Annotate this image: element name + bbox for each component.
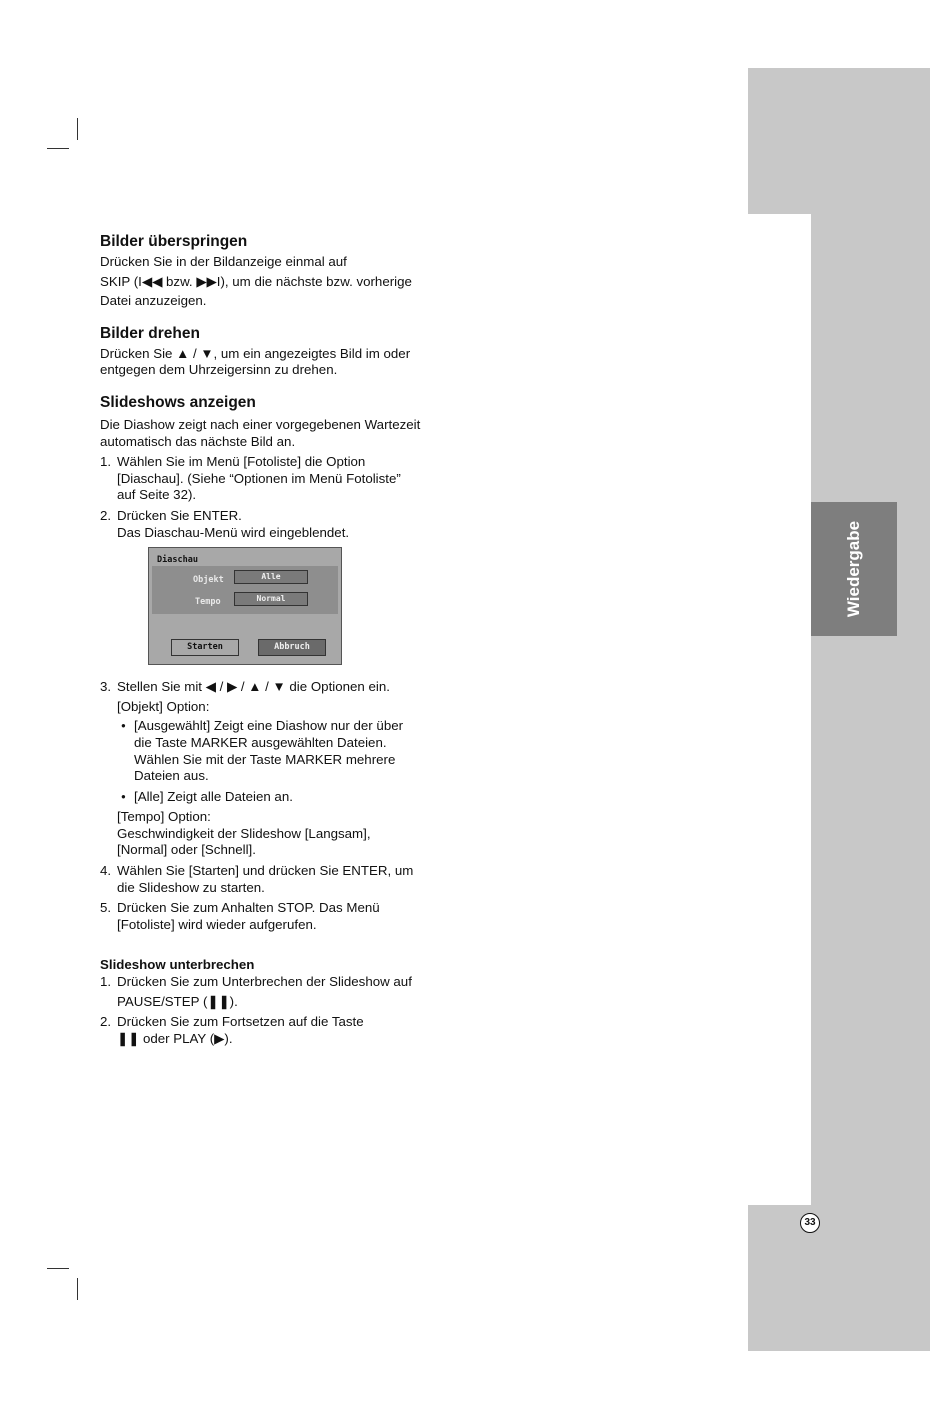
steps-list — [100, 974, 440, 1047]
section-heading: Slideshows anzeigen — [100, 393, 256, 411]
text-line: Datei anzuzeigen. — [100, 293, 207, 309]
step-item — [100, 1014, 440, 1047]
step-number: 3. — [100, 679, 112, 695]
text-line: die Taste MARKER ausgewählten Dateien. — [134, 734, 387, 750]
tempo-field[interactable]: Normal — [234, 592, 308, 606]
step-number: 5. — [100, 900, 112, 916]
sidebar-strip — [811, 214, 930, 1206]
text-line: Drücken Sie zum Unterbrechen der Slideshow auf — [117, 974, 412, 990]
section-pause-slideshow — [100, 957, 440, 1047]
text-line: automatisch das nächste Bild an. — [100, 433, 296, 449]
objekt-label: Objekt — [193, 575, 224, 586]
section-heading: Bilder drehen — [100, 324, 200, 342]
step-number: 4. — [100, 863, 112, 879]
option-heading: [Objekt] Option: — [117, 698, 210, 714]
step-item — [100, 863, 440, 896]
text-line: Die Diashow zeigt nach einer vorgegebenen Wartezeit — [100, 416, 421, 432]
text-line: PAUSE/STEP (❚❚). — [117, 993, 238, 1009]
text-line: Das Diaschau-Menü wird eingeblendet. — [117, 524, 350, 540]
step-item — [100, 974, 440, 1010]
slideshow-menu-screenshot — [148, 547, 342, 665]
bullet-item — [117, 718, 440, 784]
section-rotate-images — [100, 324, 440, 379]
text-line: auf Seite 32). — [117, 487, 197, 503]
text-line: [Fotoliste] wird wieder aufgerufen. — [117, 916, 317, 932]
section-heading: Bilder überspringen — [100, 233, 248, 250]
step-item — [100, 900, 440, 933]
text-line: Wählen Sie mit der Taste MARKER mehrere — [134, 751, 396, 767]
text-line: SKIP (I◀◀ bzw. ▶▶I), um die nächste bzw. vorherige — [100, 273, 412, 289]
crop-mark — [77, 1278, 78, 1300]
text-line: Drücken Sie ENTER. — [117, 507, 242, 523]
crop-mark — [47, 1268, 69, 1269]
objekt-field[interactable]: Alle — [234, 570, 308, 584]
section-tab — [811, 502, 897, 636]
text-line: ● [Ausgewählt] Zeigt eine Diashow nur der über — [134, 718, 404, 734]
text-line: ❚❚ oder PLAY (▶). — [117, 1030, 233, 1046]
option-heading: [Tempo] Option: — [117, 809, 211, 825]
step-number: 1. — [100, 974, 112, 990]
tempo-label: Tempo — [195, 597, 221, 608]
start-button[interactable]: Starten — [171, 639, 239, 656]
text-line: Drücken Sie in der Bildanzeige einmal auf — [100, 254, 347, 269]
section-skip-images — [100, 232, 440, 310]
cancel-button[interactable]: Abbruch — [258, 639, 326, 656]
osd-options-panel — [152, 566, 338, 614]
step-item — [100, 454, 440, 504]
steps-list — [100, 454, 440, 541]
section-slideshow — [100, 393, 440, 933]
crop-mark — [77, 118, 78, 140]
text-line: Drücken Sie zum Anhalten STOP. Das Menü — [117, 900, 380, 916]
page-number: 33 — [800, 1213, 820, 1233]
text-line: Drücken Sie ▲ / ▼, um ein angezeigtes Bild im oder — [100, 345, 411, 361]
text-line: Wählen Sie [Starten] und drücken Sie ENTER, um — [117, 863, 414, 879]
text-line: [Normal] oder [Schnell]. — [117, 842, 256, 858]
step-number: 2. — [100, 1014, 112, 1030]
text-line: Wählen Sie im Menü [Fotoliste] die Option — [117, 454, 366, 470]
main-content — [100, 232, 440, 1061]
step-item — [100, 679, 440, 859]
subsection-heading: Slideshow unterbrechen — [100, 957, 255, 973]
text-line: Geschwindigkeit der Slideshow [Langsam], — [117, 825, 371, 841]
bullet-list — [117, 718, 440, 805]
section-tab-label: Wiedergabe — [844, 520, 863, 618]
text-line: Dateien aus. — [134, 768, 209, 784]
sidebar-top-block — [748, 68, 930, 214]
step-number: 1. — [100, 454, 112, 470]
step-item — [100, 508, 440, 541]
text-line: Stellen Sie mit ◀ / ▶ / ▲ / ▼ die Optionen ein. — [117, 679, 390, 695]
text-line: die Slideshow zu starten. — [117, 879, 265, 895]
text-line: ● [Alle] Zeigt alle Dateien an. — [134, 788, 293, 804]
osd-title: Diaschau — [157, 555, 198, 566]
text-line: entgegen dem Uhrzeigersinn zu drehen. — [100, 362, 338, 378]
steps-list — [100, 679, 440, 933]
text-line: [Diaschau]. (Siehe “Optionen im Menü Fotoliste” — [117, 470, 401, 486]
step-number: 2. — [100, 507, 112, 523]
bullet-item — [117, 789, 440, 806]
sidebar-bottom-block — [748, 1205, 930, 1351]
crop-mark — [47, 148, 69, 149]
text-line: Drücken Sie zum Fortsetzen auf die Taste — [117, 1014, 364, 1030]
